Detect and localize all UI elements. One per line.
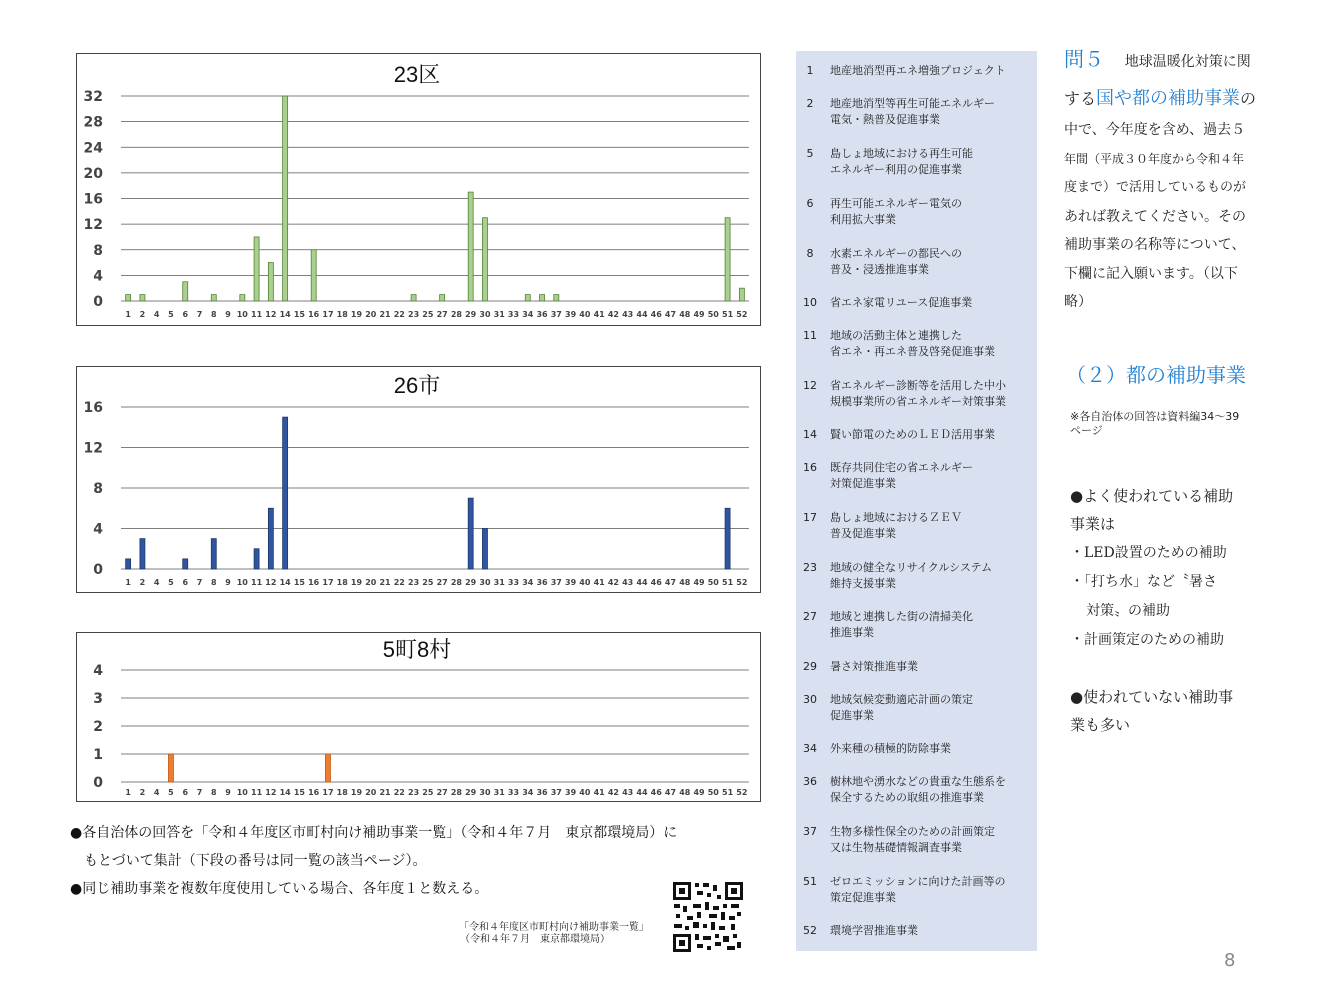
x-tick-label: 28: [450, 788, 462, 797]
x-tick-label: 34: [522, 578, 534, 587]
x-tick-label: 46: [650, 578, 662, 587]
bar-2: [140, 295, 145, 301]
x-tick-label: 8: [210, 788, 217, 797]
subsidy-list-number: 2: [806, 97, 814, 110]
x-tick-label: 43: [622, 788, 634, 797]
qr-caption-2: （令和４年７月 東京都環境局）: [460, 934, 610, 945]
finding-bullet-1: ・LED設置のための補助: [1070, 545, 1227, 561]
y-tick-label: 0: [93, 775, 103, 791]
x-tick-label: 16: [308, 578, 320, 587]
bar-23: [411, 295, 416, 301]
x-tick-label: 8: [210, 578, 217, 587]
x-tick-label: 44: [636, 578, 648, 587]
x-tick-label: 12: [265, 310, 277, 319]
y-tick-label: 4: [93, 663, 103, 679]
x-tick-label: 20: [365, 310, 377, 319]
x-tick-label: 11: [251, 578, 263, 587]
x-tick-label: 51: [722, 310, 734, 319]
x-tick-label: 37: [550, 578, 562, 587]
x-tick-label: 10: [236, 578, 248, 587]
x-tick-label: 40: [579, 578, 591, 587]
x-tick-label: 47: [664, 310, 677, 319]
x-tick-label: 21: [379, 310, 391, 319]
chart-26shi: [76, 366, 761, 593]
bar-2: [140, 539, 145, 569]
y-tick-label: 16: [83, 191, 103, 208]
section-ref: ※各自治体の回答は資料編34～39 ページ: [1070, 410, 1240, 437]
x-tick-label: 29: [465, 310, 477, 319]
x-tick-label: 21: [379, 578, 391, 587]
x-tick-label: 16: [308, 788, 320, 797]
x-tick-label: 19: [350, 310, 363, 319]
x-tick-label: 11: [251, 788, 263, 797]
question-line-9: 略）: [1064, 294, 1092, 310]
bar-37: [554, 295, 559, 301]
bar-27: [440, 295, 445, 301]
bar-8: [211, 295, 216, 301]
x-tick-label: 5: [168, 578, 174, 587]
chart-23ku-svg: [77, 54, 762, 327]
note-line-3: ●同じ補助事業を複数年度使用している場合、各年度１と数える。: [70, 881, 489, 897]
x-tick-label: 40: [579, 310, 591, 319]
y-tick-label: 4: [93, 268, 103, 285]
question-text-2a: する: [1064, 89, 1097, 108]
subsidy-list-text: 環境学習推進事業: [830, 924, 918, 937]
x-tick-label: 40: [579, 788, 591, 797]
x-tick-label: 11: [251, 310, 263, 319]
subsidy-list-text: 樹林地や湧水などの貴重な生態系を 保全するための取組の推進事業: [830, 775, 1006, 804]
x-tick-label: 10: [236, 788, 248, 797]
bar-29: [468, 192, 473, 301]
bar-8: [211, 539, 216, 569]
subsidy-list-number: 10: [803, 296, 817, 309]
subsidy-list-text: 省エネ家電リユース促進事業: [830, 296, 973, 309]
page-number: 8: [1224, 950, 1236, 971]
y-tick-label: 3: [93, 691, 103, 707]
qr-caption-1: 「令和４年度区市町村向け補助事業一覧」: [459, 922, 649, 933]
finding-bullet-2: ・「打ち水」など〝暑さ: [1070, 574, 1217, 590]
subsidy-list-text: 既存共同住宅の省エネルギー 対策促進事業: [830, 461, 973, 490]
x-tick-label: 4: [153, 310, 160, 319]
x-tick-label: 44: [636, 788, 648, 797]
x-tick-label: 46: [650, 788, 662, 797]
x-tick-label: 39: [565, 578, 577, 587]
bar-1: [126, 559, 131, 569]
x-tick-label: 28: [450, 310, 462, 319]
bar-51: [725, 218, 730, 301]
subsidy-list-text: 地域の健全なリサイクルシステム 維持支援事業: [830, 561, 993, 590]
bar-11: [254, 237, 259, 301]
question-line-5: 度まで）で活用しているものが: [1064, 180, 1247, 195]
subsidy-list-number: 23: [803, 561, 817, 574]
chart-5cho8son-svg: [77, 633, 762, 803]
subsidy-list-number: 51: [803, 875, 817, 888]
x-tick-label: 29: [465, 578, 477, 587]
subsidy-list-number: 34: [803, 742, 817, 755]
y-tick-label: 28: [83, 114, 103, 131]
x-tick-label: 15: [293, 310, 305, 319]
x-tick-label: 25: [422, 578, 434, 587]
x-tick-label: 6: [182, 788, 189, 797]
subsidy-list-text: 再生可能エネルギー電気の 利用拡大事業: [830, 197, 962, 226]
x-tick-label: 44: [636, 310, 648, 319]
x-tick-label: 9: [225, 788, 231, 797]
x-tick-label: 52: [736, 310, 748, 319]
y-tick-label: 1: [93, 747, 103, 763]
x-tick-label: 48: [679, 788, 691, 797]
bar-52: [739, 288, 744, 301]
x-tick-label: 2: [139, 788, 146, 797]
x-tick-label: 50: [707, 788, 719, 797]
x-tick-label: 33: [507, 788, 520, 797]
finding-bullet-2b: 対策〟の補助: [1086, 603, 1170, 619]
x-tick-label: 30: [479, 788, 491, 797]
question-text-1: 地球温暖化対策に関: [1124, 54, 1251, 70]
y-tick-label: 24: [83, 140, 103, 157]
x-tick-label: 4: [153, 788, 160, 797]
chart-5cho8son: [76, 632, 761, 802]
bar-16: [311, 250, 316, 301]
x-tick-label: 18: [336, 788, 348, 797]
x-tick-label: 17: [322, 788, 334, 797]
question-line-7: 補助事業の名称等について、: [1064, 237, 1246, 253]
x-tick-label: 2: [139, 578, 146, 587]
question-text-2c: の: [1240, 89, 1257, 108]
y-tick-label: 2: [93, 719, 103, 735]
subsidy-list-number: 6: [806, 197, 814, 210]
x-tick-label: 36: [536, 788, 548, 797]
x-tick-label: 31: [493, 310, 505, 319]
x-tick-label: 42: [607, 788, 619, 797]
x-tick-label: 17: [322, 310, 334, 319]
x-tick-label: 36: [536, 578, 548, 587]
x-tick-label: 7: [196, 578, 203, 587]
question-line-3: 中で、今年度を含め、過去５: [1064, 122, 1246, 138]
x-tick-label: 33: [507, 310, 520, 319]
bar-30: [482, 218, 487, 301]
question-text-2b: 国や都の補助事業: [1096, 88, 1241, 109]
x-tick-label: 25: [422, 788, 434, 797]
x-tick-label: 30: [479, 310, 491, 319]
bar-10: [240, 295, 245, 301]
subsidy-list-text: 地産地消型等再生可能エネルギー 電気・熱普及促進事業: [830, 97, 995, 126]
x-tick-label: 29: [465, 788, 477, 797]
chart-title: 5町8村: [382, 637, 452, 662]
x-tick-label: 2: [139, 310, 146, 319]
subsidy-list-number: 17: [803, 511, 817, 524]
x-tick-label: 8: [210, 310, 217, 319]
x-tick-label: 22: [393, 578, 405, 587]
x-tick-label: 12: [265, 578, 277, 587]
x-tick-label: 1: [125, 578, 131, 587]
x-tick-label: 28: [450, 578, 462, 587]
x-tick-label: 31: [493, 578, 505, 587]
x-tick-label: 27: [436, 310, 448, 319]
subsidy-list-number: 11: [803, 329, 817, 342]
question-line-2: [1064, 86, 1294, 111]
x-tick-label: 16: [308, 310, 320, 319]
subsidy-list-number: 29: [803, 660, 817, 673]
bar-14: [283, 96, 288, 301]
subsidy-list-text: 省エネルギー診断等を活用した中小 規模事業所の省エネルギー対策事業: [830, 379, 1006, 408]
x-tick-label: 9: [225, 578, 231, 587]
x-tick-label: 41: [593, 578, 605, 587]
x-tick-label: 37: [550, 310, 562, 319]
bar-17: [325, 754, 330, 782]
y-tick-label: 4: [93, 521, 103, 538]
section-title: （２）都の補助事業: [1066, 363, 1246, 387]
note-line-2: もとづいて集計（下段の番号は同一覧の該当ページ）。: [84, 853, 427, 869]
finding-head-1: ●よく使われている補助: [1070, 487, 1234, 505]
bar-14: [283, 417, 288, 569]
bar-12: [268, 263, 273, 301]
subsidy-list-panel: [796, 51, 1037, 951]
x-tick-label: 1: [125, 310, 131, 319]
bar-51: [725, 508, 730, 569]
x-tick-label: 30: [479, 578, 491, 587]
y-tick-label: 16: [83, 400, 103, 416]
question-line-8: 下欄に記入願います。（以下: [1064, 266, 1238, 282]
x-tick-label: 37: [550, 788, 562, 797]
finding-head-2: ●使われていない補助事: [1070, 688, 1234, 706]
chart-title: 23区: [393, 62, 441, 87]
question-line-6: あれば教えてください。その: [1064, 209, 1246, 225]
x-tick-label: 43: [622, 578, 634, 587]
x-tick-label: 41: [593, 788, 605, 797]
bar-30: [482, 529, 487, 570]
subsidy-list-number: 5: [806, 147, 814, 160]
x-tick-label: 43: [622, 310, 634, 319]
y-tick-label: 12: [83, 440, 103, 457]
x-tick-label: 7: [196, 310, 203, 319]
note-line-1: ●各自治体の回答を「令和４年度区市町村向け補助事業一覧」（令和４年７月 東京都環境局）に: [70, 825, 678, 841]
bar-5: [168, 754, 173, 782]
bar-12: [268, 508, 273, 569]
x-tick-label: 21: [379, 788, 391, 797]
bar-1: [126, 295, 131, 301]
subsidy-list-text: 地域の活動主体と連携した 省エネ・再エネ普及啓発促進事業: [830, 329, 995, 358]
x-tick-label: 51: [722, 788, 734, 797]
x-tick-label: 50: [707, 310, 719, 319]
subsidy-list-number: 1: [806, 64, 814, 77]
bar-34: [525, 295, 530, 301]
subsidy-list-number: 37: [803, 825, 817, 838]
x-tick-label: 34: [522, 788, 534, 797]
x-tick-label: 14: [279, 578, 291, 587]
x-tick-label: 41: [593, 310, 605, 319]
x-tick-label: 23: [408, 788, 420, 797]
chart-title: 26市: [393, 373, 441, 398]
x-tick-label: 39: [565, 788, 577, 797]
x-tick-label: 47: [664, 578, 677, 587]
subsidy-list-text: 暑さ対策推進事業: [830, 660, 918, 673]
x-tick-label: 6: [182, 578, 189, 587]
x-tick-label: 27: [436, 578, 448, 587]
x-tick-label: 51: [722, 578, 734, 587]
x-tick-label: 22: [393, 788, 405, 797]
y-tick-label: 8: [93, 481, 103, 497]
subsidy-list-text: 地域と連携した街の清掃美化 推進事業: [830, 610, 973, 639]
subsidy-list-number: 16: [803, 461, 817, 474]
finding-head-2b: 業も多い: [1070, 716, 1131, 734]
x-tick-label: 7: [196, 788, 203, 797]
x-tick-label: 17: [322, 578, 334, 587]
subsidy-list-text: 水素エネルギーの都民への 普及・浸透推進事業: [830, 247, 962, 276]
x-tick-label: 52: [736, 788, 748, 797]
bar-11: [254, 549, 259, 569]
question-line-4: 年間（平成３０年度から令和４年: [1064, 152, 1245, 166]
subsidy-list-number: 8: [806, 247, 814, 260]
subsidy-list-text: 生物多様性保全のための計画策定 又は生物基礎情報調査事業: [830, 825, 995, 854]
y-tick-label: 12: [83, 217, 103, 234]
subsidy-list-text: ゼロエミッションに向けた計画等の 策定促進事業: [830, 875, 1006, 904]
x-tick-label: 46: [650, 310, 662, 319]
subsidy-list-number: 14: [803, 428, 817, 441]
bar-6: [183, 282, 188, 301]
subsidy-list-number: 30: [803, 693, 817, 706]
x-tick-label: 42: [607, 578, 619, 587]
x-tick-label: 31: [493, 788, 505, 797]
x-tick-label: 52: [736, 578, 748, 587]
y-tick-label: 32: [83, 89, 103, 105]
x-tick-label: 14: [279, 788, 291, 797]
x-tick-label: 9: [225, 310, 231, 319]
x-tick-label: 20: [365, 788, 377, 797]
x-tick-label: 27: [436, 788, 448, 797]
question-label: 問５: [1064, 47, 1104, 71]
subsidy-list-text: 賢い節電のためのＬＥＤ活用事業: [830, 428, 995, 441]
subsidy-list-text: 島しょ地域における再生可能 エネルギー利用の促進事業: [830, 147, 973, 176]
x-tick-label: 18: [336, 578, 348, 587]
chart-26shi-svg: [77, 367, 762, 594]
x-tick-label: 15: [293, 788, 305, 797]
x-tick-label: 12: [265, 788, 277, 797]
x-tick-label: 4: [153, 578, 160, 587]
x-tick-label: 49: [693, 578, 705, 587]
x-tick-label: 14: [279, 310, 291, 319]
subsidy-list-number: 52: [803, 924, 817, 937]
x-tick-label: 49: [693, 310, 705, 319]
y-tick-label: 0: [93, 562, 103, 578]
y-tick-label: 8: [93, 242, 103, 259]
subsidy-list-text: 島しょ地域におけるＺＥＶ 普及促進事業: [830, 511, 962, 540]
x-tick-label: 48: [679, 310, 691, 319]
x-tick-label: 42: [607, 310, 619, 319]
finding-head-1b: 事業は: [1070, 515, 1116, 533]
x-tick-label: 34: [522, 310, 534, 319]
x-tick-label: 15: [293, 578, 305, 587]
x-tick-label: 49: [693, 788, 705, 797]
y-tick-label: 0: [93, 294, 103, 310]
x-tick-label: 50: [707, 578, 719, 587]
x-tick-label: 25: [422, 310, 434, 319]
x-tick-label: 6: [182, 310, 189, 319]
subsidy-list-number: 27: [803, 610, 817, 623]
x-tick-label: 36: [536, 310, 548, 319]
x-tick-label: 19: [350, 578, 363, 587]
bar-6: [183, 559, 188, 569]
x-tick-label: 47: [664, 788, 677, 797]
x-tick-label: 22: [393, 310, 405, 319]
finding-bullet-3: ・計画策定のための補助: [1070, 632, 1224, 648]
subsidy-list-text: 地産地消型再エネ増強プロジェクト: [830, 64, 1006, 77]
x-tick-label: 39: [565, 310, 577, 319]
bar-36: [540, 295, 545, 301]
subsidy-list-text: 外来種の積極的防除事業: [830, 742, 951, 755]
x-tick-label: 18: [336, 310, 348, 319]
subsidy-list-number: 36: [803, 775, 817, 788]
y-tick-label: 20: [83, 165, 103, 182]
question-line-1: [1064, 47, 1294, 75]
x-tick-label: 33: [507, 578, 520, 587]
x-tick-label: 10: [236, 310, 248, 319]
x-tick-label: 48: [679, 578, 691, 587]
x-tick-label: 1: [125, 788, 131, 797]
x-tick-label: 19: [350, 788, 363, 797]
x-tick-label: 23: [408, 578, 420, 587]
subsidy-list-number: 12: [803, 379, 817, 392]
x-tick-label: 20: [365, 578, 377, 587]
chart-23ku: [76, 53, 761, 326]
qr-code-icon: [671, 880, 745, 954]
x-tick-label: 5: [168, 310, 174, 319]
subsidy-list-text: 地域気候変動適応計画の策定 促進事業: [830, 693, 973, 722]
x-tick-label: 5: [168, 788, 174, 797]
bar-29: [468, 498, 473, 569]
x-tick-label: 23: [408, 310, 420, 319]
